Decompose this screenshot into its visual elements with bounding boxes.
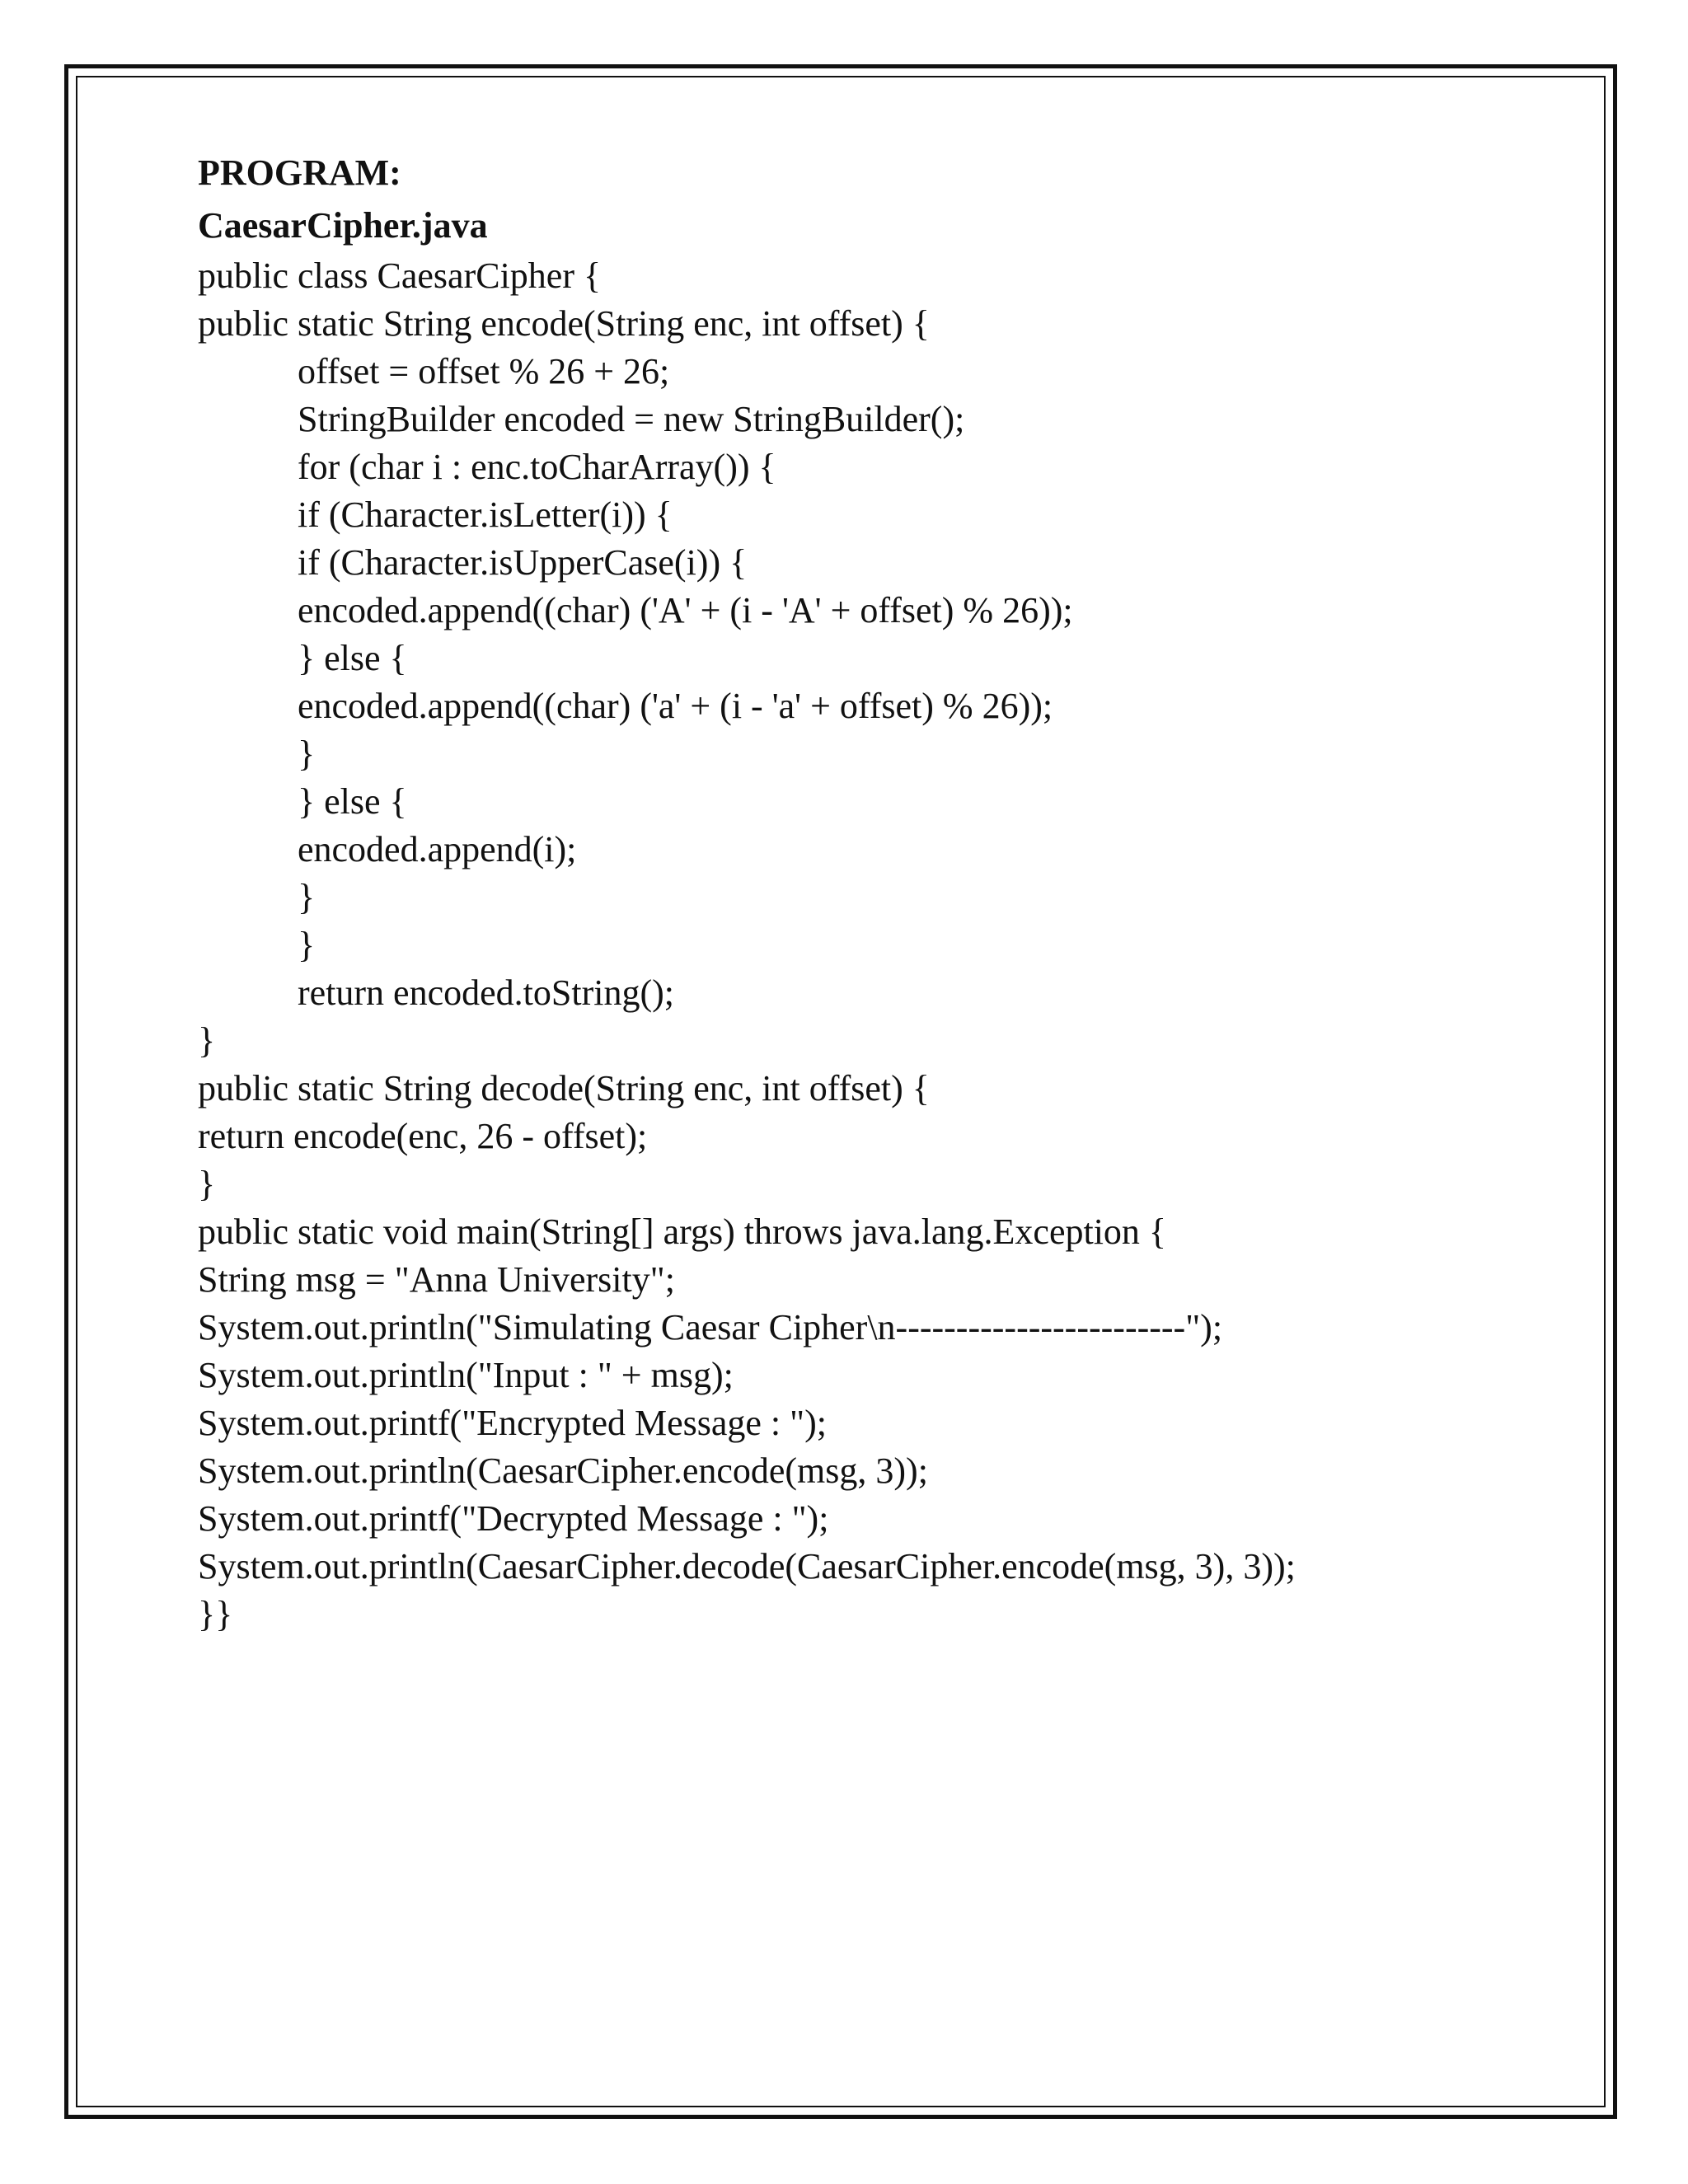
code-line: offset = offset % 26 + 26; — [298, 351, 670, 391]
document-content — [198, 147, 1550, 1638]
code-line: encoded.append(i); — [298, 829, 577, 869]
code-line: System.out.println(CaesarCipher.decode(CaesarCipher.encode(msg, 3), 3)); — [198, 1546, 1296, 1586]
code-line: } — [298, 925, 316, 965]
code-line: } else { — [298, 781, 407, 822]
code-line: } — [198, 1164, 216, 1204]
code-line: System.out.printf("Encrypted Message : "); — [198, 1403, 827, 1443]
code-line: if (Character.isUpperCase(i)) { — [298, 542, 748, 583]
code-line: System.out.println("Simulating Caesar Cipher\n------------------------"); — [198, 1307, 1223, 1347]
code-line: } else { — [298, 638, 407, 678]
code-line: String msg = "Anna University"; — [198, 1259, 675, 1300]
code-line: public static void main(String[] args) throws java.lang.Exception { — [198, 1212, 1167, 1252]
section-heading: PROGRAM: — [198, 152, 401, 193]
code-line: return encoded.toString(); — [298, 972, 674, 1013]
code-line: encoded.append((char) ('a' + (i - 'a' + offset) % 26)); — [298, 686, 1053, 726]
code-line: public class CaesarCipher { — [198, 255, 602, 296]
code-block — [198, 252, 1550, 1638]
code-line: for (char i : enc.toCharArray()) { — [298, 447, 776, 487]
code-line: public static String encode(String enc, int offset) { — [198, 303, 930, 344]
code-line: System.out.printf("Decrypted Message : "); — [198, 1498, 829, 1539]
code-line: encoded.append((char) ('A' + (i - 'A' + offset) % 26)); — [298, 590, 1073, 630]
code-line: } — [298, 877, 316, 917]
file-name-heading: CaesarCipher.java — [198, 205, 488, 246]
code-line: System.out.println("Input : " + msg); — [198, 1355, 734, 1395]
code-line: }} — [198, 1594, 233, 1634]
code-line: } — [298, 733, 316, 774]
code-line: public static String decode(String enc, int offset) { — [198, 1068, 930, 1108]
code-line: } — [198, 1020, 216, 1061]
code-line: StringBuilder encoded = new StringBuilder(); — [298, 399, 965, 439]
code-line: System.out.println(CaesarCipher.encode(msg, 3)); — [198, 1451, 928, 1491]
code-line: return encode(enc, 26 - offset); — [198, 1116, 648, 1156]
code-line: if (Character.isLetter(i)) { — [298, 494, 673, 535]
